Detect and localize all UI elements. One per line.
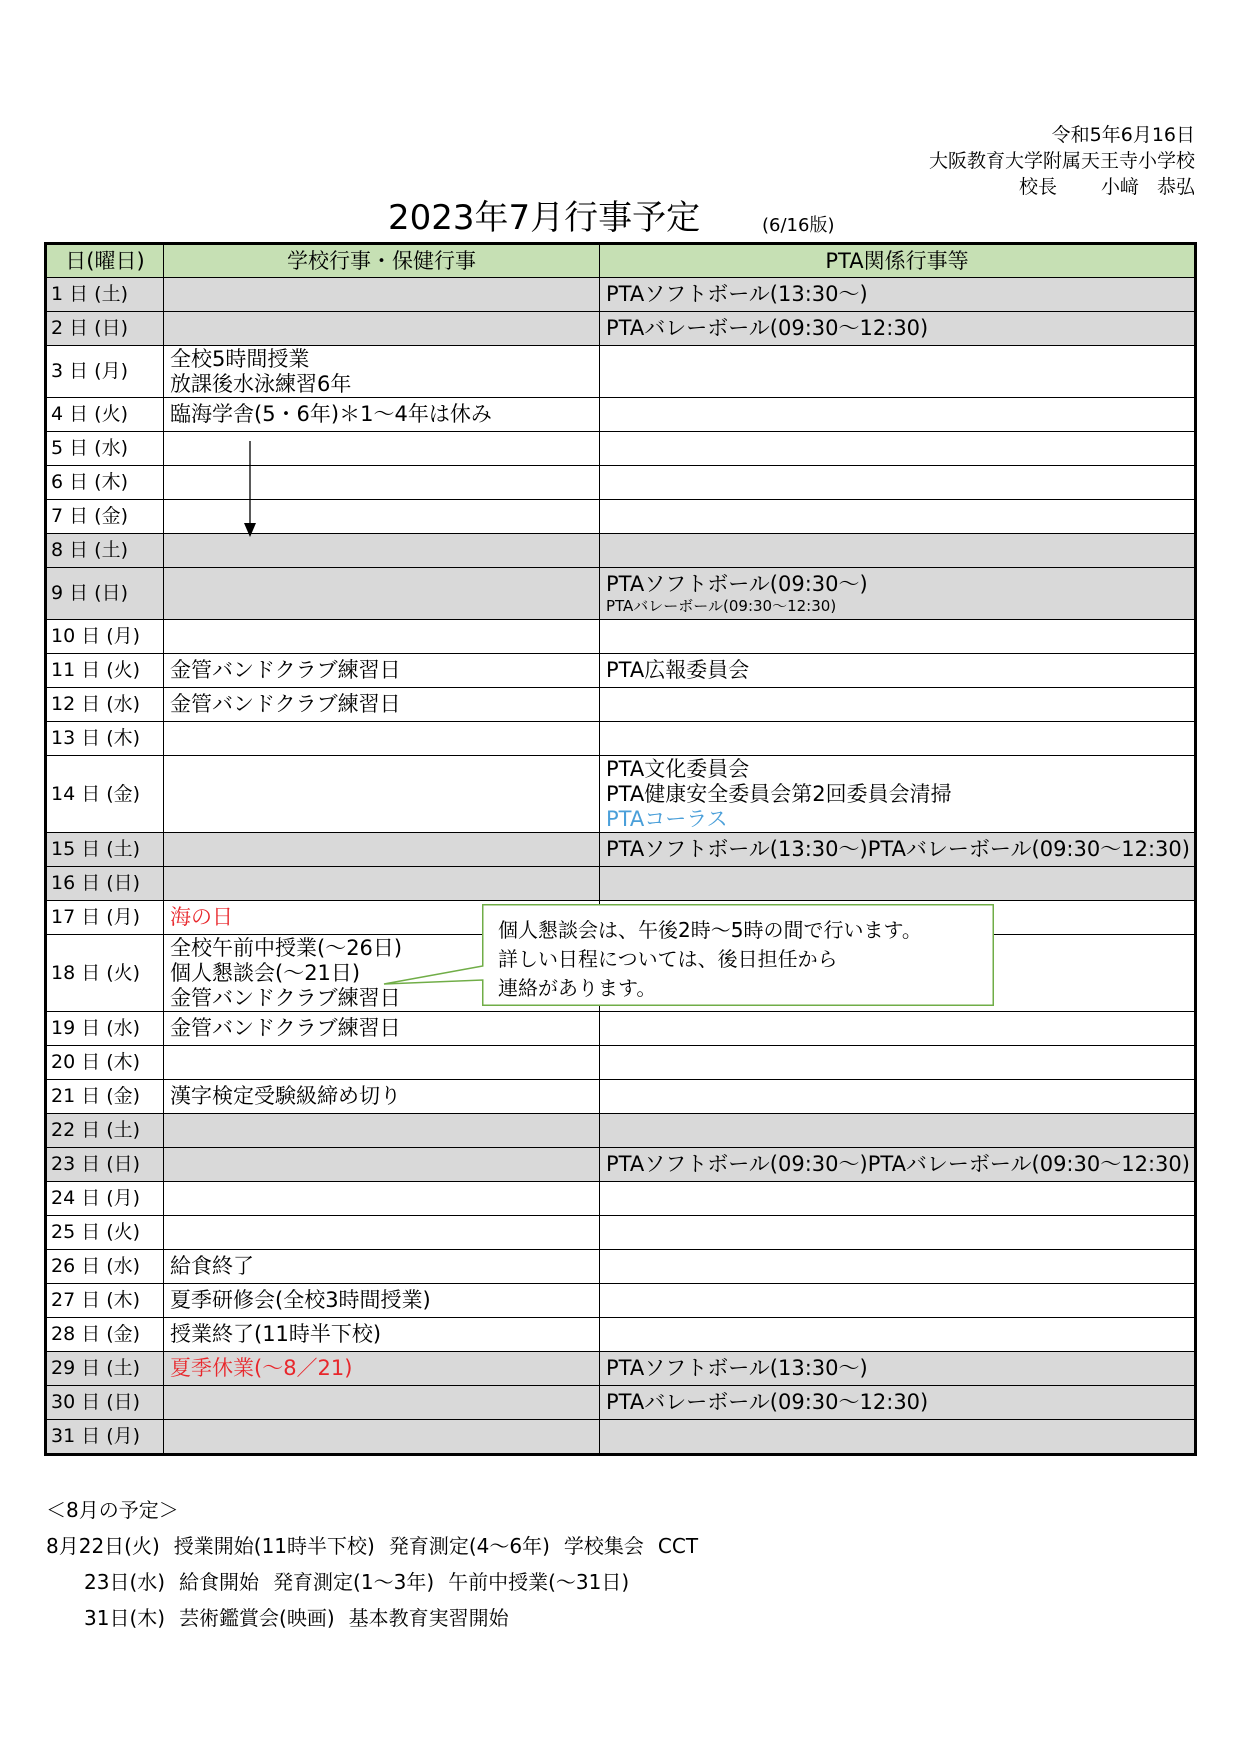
day-cell: 28 日 (金) <box>46 1318 164 1352</box>
august-item: 学校集会 <box>563 1534 644 1558</box>
school-event-cell <box>164 1080 600 1114</box>
pta-event-cell <box>600 432 1196 466</box>
day-cell: 7 日 (金) <box>46 500 164 534</box>
pta-event-cell <box>600 688 1196 722</box>
pta-event-cell <box>600 1284 1196 1318</box>
table-row <box>46 833 1196 867</box>
table-row <box>46 756 1196 833</box>
school-event-text: 金管バンドクラブ練習日 <box>170 1016 401 1040</box>
pta-event-cell <box>600 1250 1196 1284</box>
pta-event-cell <box>600 312 1196 346</box>
pta-chorus-text: PTAコーラス <box>606 806 728 831</box>
pta-event-cell <box>600 722 1196 756</box>
school-event-cell <box>164 1352 600 1386</box>
column-header-pta: PTA関係行事等 <box>600 244 1196 278</box>
pta-event-text: PTAバレーボール(09:30～12:30) <box>606 316 929 340</box>
pta-event-cell <box>600 398 1196 432</box>
pta-event-cell <box>600 756 1196 833</box>
august-item: CCT <box>657 1534 699 1558</box>
school-event-cell <box>164 1284 600 1318</box>
school-event-cell <box>164 278 600 312</box>
day-cell: 13 日 (木) <box>46 722 164 756</box>
august-item: 芸術鑑賞会(映画) <box>179 1606 335 1630</box>
day-cell: 24 日 (月) <box>46 1182 164 1216</box>
school-event-text: 授業終了(11時半下校) <box>170 1322 382 1346</box>
principal-role: 校長 <box>1018 176 1057 198</box>
school-event-cell <box>164 500 600 534</box>
pta-event-cell <box>600 867 1196 901</box>
day-cell: 9 日 (日) <box>46 568 164 620</box>
table-row <box>46 688 1196 722</box>
school-event-text: 全校5時間授業 <box>170 346 310 371</box>
pta-event-cell <box>600 346 1196 398</box>
table-row <box>46 1148 1196 1182</box>
table-row <box>46 534 1196 568</box>
august-item: 発育測定(4～6年) <box>388 1534 550 1558</box>
day-cell: 25 日 (火) <box>46 1216 164 1250</box>
holiday-text: 海の日 <box>170 905 233 929</box>
day-cell: 1 日 (土) <box>46 278 164 312</box>
version-label: (6/16版) <box>762 215 835 236</box>
pta-event-cell <box>600 1148 1196 1182</box>
pta-event-cell <box>600 833 1196 867</box>
day-cell: 19 日 (水) <box>46 1012 164 1046</box>
day-cell: 29 日 (土) <box>46 1352 164 1386</box>
august-item: 午前中授業(～31日) <box>448 1570 630 1594</box>
day-cell: 27 日 (木) <box>46 1284 164 1318</box>
pta-event-cell <box>600 654 1196 688</box>
school-event-cell <box>164 534 600 568</box>
pta-event-cell <box>600 1182 1196 1216</box>
callout-text <box>498 916 922 1003</box>
school-event-cell <box>164 312 600 346</box>
table-row <box>46 1420 1196 1455</box>
pta-event-cell <box>600 534 1196 568</box>
table-row <box>46 1352 1196 1386</box>
school-event-cell <box>164 1012 600 1046</box>
table-header-row <box>46 244 1196 278</box>
august-heading: ＜8月の予定＞ <box>46 1498 179 1522</box>
table-row <box>46 1318 1196 1352</box>
day-cell: 14 日 (金) <box>46 756 164 833</box>
august-item: 基本教育実習開始 <box>348 1606 509 1630</box>
school-event-cell <box>164 833 600 867</box>
day-cell: 20 日 (木) <box>46 1046 164 1080</box>
august-date: 8月22日(火) <box>46 1534 160 1558</box>
school-event-cell <box>164 1114 600 1148</box>
table-row <box>46 654 1196 688</box>
day-cell: 4 日 (火) <box>46 398 164 432</box>
table-row <box>46 867 1196 901</box>
school-event-cell <box>164 1420 600 1455</box>
table-row <box>46 1114 1196 1148</box>
school-event-cell <box>164 1386 600 1420</box>
table-row <box>46 620 1196 654</box>
school-event-text: 給食終了 <box>170 1254 254 1278</box>
table-row <box>46 1284 1196 1318</box>
table-row <box>46 278 1196 312</box>
pta-event-text: PTAソフトボール(13:30～)PTAバレーボール(09:30～12:30) <box>606 837 1190 861</box>
day-cell: 12 日 (水) <box>46 688 164 722</box>
school-event-cell <box>164 432 600 466</box>
holiday-text: 夏季休業(～8／21) <box>170 1356 353 1380</box>
august-entry <box>46 1600 698 1636</box>
document-header <box>929 122 1195 200</box>
day-cell: 30 日 (日) <box>46 1386 164 1420</box>
pta-event-text: PTA文化委員会 <box>606 756 750 781</box>
august-entry <box>46 1528 698 1564</box>
school-event-text: 夏季研修会(全校3時間授業) <box>170 1288 431 1312</box>
day-cell: 22 日 (土) <box>46 1114 164 1148</box>
pta-event-cell <box>600 1046 1196 1080</box>
column-header-day: 日(曜日) <box>46 244 164 278</box>
school-event-text: 放課後水泳練習6年 <box>170 371 352 396</box>
school-event-text: 金管バンドクラブ練習日 <box>170 692 401 716</box>
table-row <box>46 432 1196 466</box>
pta-event-text: PTA健康安全委員会第2回委員会清掃 <box>606 781 952 806</box>
pta-event-cell <box>600 278 1196 312</box>
day-cell: 23 日 (日) <box>46 1148 164 1182</box>
school-event-cell <box>164 1148 600 1182</box>
day-cell: 26 日 (水) <box>46 1250 164 1284</box>
table-row <box>46 466 1196 500</box>
school-event-text: 全校午前中授業(～26日) <box>170 935 403 960</box>
school-event-cell <box>164 756 600 833</box>
table-row <box>46 568 1196 620</box>
pta-event-text: PTAソフトボール(09:30～) <box>606 572 868 596</box>
august-item: 授業開始(11時半下校) <box>173 1534 375 1558</box>
table-row <box>46 1012 1196 1046</box>
callout-line: 連絡があります。 <box>498 976 657 1000</box>
school-event-cell <box>164 688 600 722</box>
school-event-cell <box>164 867 600 901</box>
table-row <box>46 1046 1196 1080</box>
school-event-cell <box>164 722 600 756</box>
school-event-cell <box>164 1250 600 1284</box>
issue-date: 令和5年6月16日 <box>1051 124 1195 146</box>
school-event-cell <box>164 1216 600 1250</box>
august-date: 23日(水) <box>84 1570 166 1594</box>
pta-event-cell <box>600 1420 1196 1455</box>
school-event-cell <box>164 654 600 688</box>
august-date: 31日(木) <box>84 1606 166 1630</box>
pta-event-text: PTAソフトボール(09:30～)PTAバレーボール(09:30～12:30) <box>606 1152 1190 1176</box>
school-event-cell <box>164 1046 600 1080</box>
pta-event-text: PTAソフトボール(13:30～) <box>606 282 868 306</box>
august-item: 給食開始 <box>179 1570 260 1594</box>
school-event-text: 金管バンドクラブ練習日 <box>170 985 401 1010</box>
column-header-school: 学校行事・保健行事 <box>164 244 600 278</box>
pta-event-cell <box>600 466 1196 500</box>
school-event-cell <box>164 466 600 500</box>
day-cell: 8 日 (土) <box>46 534 164 568</box>
table-row <box>46 1250 1196 1284</box>
day-cell: 10 日 (月) <box>46 620 164 654</box>
table-row <box>46 312 1196 346</box>
day-cell: 16 日 (日) <box>46 867 164 901</box>
school-event-text: 金管バンドクラブ練習日 <box>170 658 401 682</box>
table-row <box>46 346 1196 398</box>
pta-event-cell <box>600 1216 1196 1250</box>
table-row <box>46 1080 1196 1114</box>
pta-event-cell <box>600 500 1196 534</box>
school-event-text: 漢字検定受験級締め切り <box>170 1084 401 1108</box>
day-cell: 11 日 (火) <box>46 654 164 688</box>
pta-event-text: PTA広報委員会 <box>606 658 750 682</box>
school-event-text: 臨海学舎(5・6年)＊1～4年は休み <box>170 402 492 426</box>
table-row <box>46 1216 1196 1250</box>
table-row <box>46 500 1196 534</box>
school-event-cell <box>164 1182 600 1216</box>
august-entry <box>46 1564 698 1600</box>
callout-line: 詳しい日程については、後日担任から <box>498 947 838 971</box>
pta-event-cell <box>600 620 1196 654</box>
day-cell: 18 日 (火) <box>46 935 164 1012</box>
school-name: 大阪教育大学附属天王寺小学校 <box>928 150 1195 172</box>
day-cell: 31 日 (月) <box>46 1420 164 1455</box>
day-cell: 6 日 (木) <box>46 466 164 500</box>
table-row <box>46 722 1196 756</box>
page-title: 2023年7月行事予定 <box>388 198 701 238</box>
day-cell: 2 日 (日) <box>46 312 164 346</box>
school-event-text: 個人懇談会(～21日) <box>170 960 361 985</box>
day-cell: 3 日 (月) <box>46 346 164 398</box>
school-event-cell <box>164 398 600 432</box>
callout-line: 個人懇談会は、午後2時～5時の間で行います。 <box>498 918 922 942</box>
day-cell: 5 日 (水) <box>46 432 164 466</box>
school-event-cell <box>164 620 600 654</box>
pta-event-text: PTAバレーボール(09:30～12:30) <box>606 597 837 615</box>
continuation-arrow-icon <box>244 441 256 537</box>
table-row <box>46 398 1196 432</box>
school-event-cell <box>164 568 600 620</box>
table-row <box>46 1386 1196 1420</box>
school-event-cell <box>164 346 600 398</box>
day-cell: 21 日 (金) <box>46 1080 164 1114</box>
pta-event-cell <box>600 1318 1196 1352</box>
table-row <box>46 1182 1196 1216</box>
pta-event-cell <box>600 1386 1196 1420</box>
pta-event-text: PTAバレーボール(09:30～12:30) <box>606 1390 929 1414</box>
pta-event-cell <box>600 1114 1196 1148</box>
pta-event-text: PTAソフトボール(13:30～) <box>606 1356 868 1380</box>
principal-family-name: 小﨑 <box>1100 176 1139 198</box>
august-schedule <box>46 1492 698 1636</box>
principal-line <box>929 174 1195 200</box>
day-cell: 15 日 (土) <box>46 833 164 867</box>
pta-event-cell <box>600 568 1196 620</box>
day-cell: 17 日 (月) <box>46 901 164 935</box>
pta-event-cell <box>600 1352 1196 1386</box>
august-item: 発育測定(1～3年) <box>273 1570 435 1594</box>
pta-event-cell <box>600 1012 1196 1046</box>
schedule-table <box>44 242 1197 1456</box>
pta-event-cell <box>600 1080 1196 1114</box>
principal-given-name: 恭弘 <box>1156 176 1195 198</box>
school-event-cell <box>164 1318 600 1352</box>
